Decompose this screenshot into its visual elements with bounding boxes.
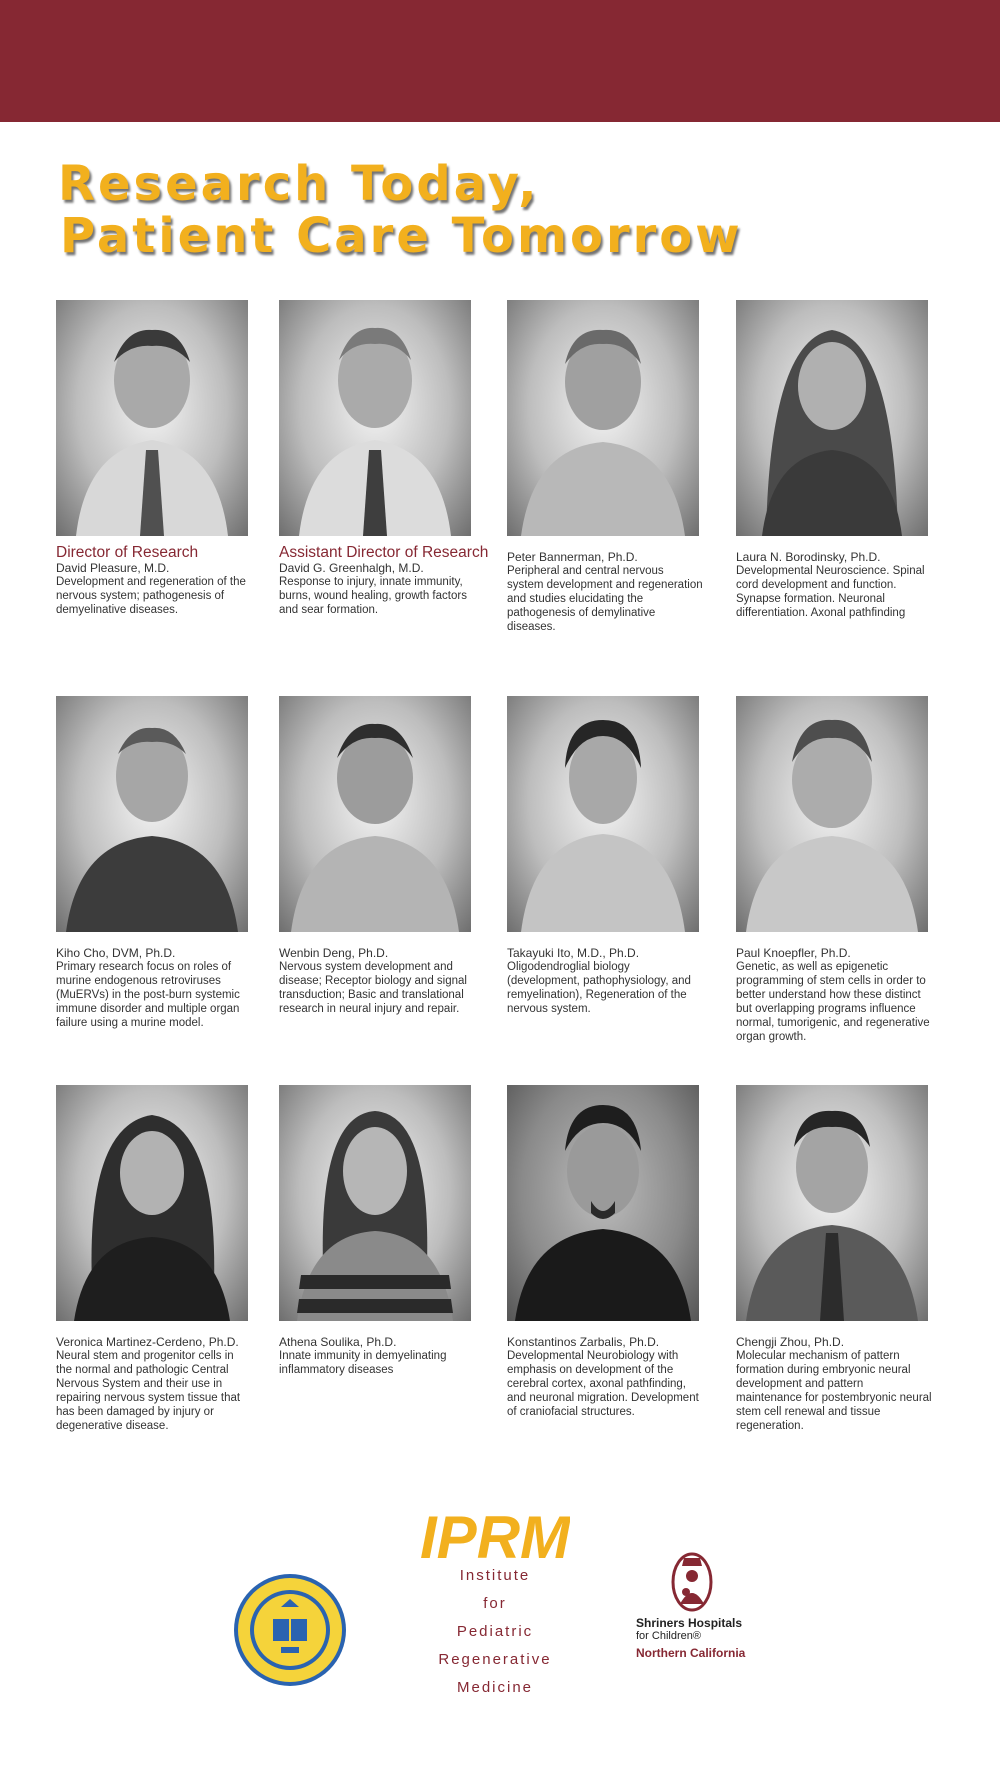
top-color-band xyxy=(0,0,1000,122)
portrait-photo xyxy=(507,1085,699,1321)
researcher-name: Paul Knoepfler, Ph.D. xyxy=(736,946,851,960)
researcher-name: Athena Soulika, Ph.D. xyxy=(279,1335,397,1349)
iprm-full-name xyxy=(415,1562,575,1702)
researcher-card xyxy=(279,696,479,1016)
researcher-description: Developmental Neurobiology with emphasis on development of the cerebral cortex, axonal pathfinding, and neuronal migration. Development of craniofacial structures. xyxy=(507,1350,699,1418)
researcher-card xyxy=(507,300,707,634)
researcher-card xyxy=(736,696,936,1044)
portrait-photo xyxy=(507,696,699,932)
researcher-description: Response to injury, innate immunity, burns, wound healing, growth factors and sear formation. xyxy=(279,576,467,616)
researcher-description: Development and regeneration of the nervous system; pathogenesis of demyelinative diseases. xyxy=(56,576,246,616)
shriners-region: Northern California xyxy=(636,1646,746,1660)
portrait-photo xyxy=(279,1085,471,1321)
researcher-description: Nervous system development and disease; Receptor biology and signal transduction; Basic and translational research in neural injury and repair. xyxy=(279,961,467,1015)
portrait-photo xyxy=(56,1085,248,1321)
portrait-photo xyxy=(736,696,928,932)
researcher-card xyxy=(279,300,489,617)
researcher-card xyxy=(507,696,707,1016)
iprm-logo xyxy=(420,1500,570,1570)
portrait-photo xyxy=(507,300,699,536)
researcher-name: Konstantinos Zarbalis, Ph.D. xyxy=(507,1335,660,1349)
portrait-photo xyxy=(279,300,471,536)
uc-davis-seal-icon xyxy=(233,1573,347,1687)
researcher-description: Oligodendroglial biology (development, pathophysiology, and remyelination), Regeneration of the nervous system. xyxy=(507,961,691,1015)
researcher-name: Takayuki Ito, M.D., Ph.D. xyxy=(507,946,640,960)
researcher-name: David G. Greenhalgh, M.D. xyxy=(279,561,424,575)
researcher-name: David Pleasure, M.D. xyxy=(56,561,170,575)
researcher-role: Assistant Director of Research xyxy=(279,544,489,561)
iprm-acronym: IPRM xyxy=(420,1504,570,1570)
researcher-card xyxy=(56,696,256,1030)
researcher-description: Primary research focus on roles of murine endogenous retroviruses (MuERVs) in the post-burn systemic immune disorder and multiple organ failure using a murine model. xyxy=(56,961,240,1029)
researcher-description: Innate immunity in demyelinating inflammatory diseases xyxy=(279,1350,447,1376)
researcher-name: Laura N. Borodinsky, Ph.D. xyxy=(736,550,881,564)
researcher-card xyxy=(736,1085,936,1433)
researcher-name: Kiho Cho, DVM, Ph.D. xyxy=(56,946,176,960)
researcher-card xyxy=(736,300,936,620)
researcher-description: Peripheral and central nervous system development and regeneration and studies elucidating the pathogenesis of demylinative diseases. xyxy=(507,565,703,633)
researcher-card xyxy=(56,300,256,617)
headline-line-2: Patient Care Tomorrow xyxy=(60,208,743,264)
portrait-photo xyxy=(56,300,248,536)
researcher-role: Director of Research xyxy=(56,544,199,561)
iprm-line: Regenerative xyxy=(438,1651,552,1668)
footer-logos xyxy=(0,1480,1000,1760)
researcher-description: Molecular mechanism of pattern formation during embryonic neural development and pattern maintenance for postembryonic neural stem cell renewal and tissue regeneration. xyxy=(736,1350,932,1432)
researcher-description: Developmental Neuroscience. Spinal cord development and function. Synapse formation. Neuronal differentiation. Axonal pathfinding xyxy=(736,565,925,619)
shriners-subtitle: for Children® xyxy=(636,1630,701,1642)
researcher-name: Peter Bannerman, Ph.D. xyxy=(507,550,638,564)
portrait-photo xyxy=(736,300,928,536)
portrait-photo xyxy=(736,1085,928,1321)
page-headline xyxy=(58,158,958,262)
iprm-line: for xyxy=(483,1595,507,1612)
portrait-photo xyxy=(56,696,248,932)
portrait-photo xyxy=(279,696,471,932)
researcher-card xyxy=(279,1085,479,1377)
shriners-name: Shriners Hospitals xyxy=(636,1616,743,1630)
iprm-line: Pediatric xyxy=(456,1623,534,1640)
researcher-card xyxy=(507,1085,707,1419)
researcher-description: Neural stem and progenitor cells in the normal and pathologic Central Nervous System and their use in repairing nervous system tissue that has been damaged by injury or degenerative disease. xyxy=(56,1350,241,1432)
researcher-name: Chengji Zhou, Ph.D. xyxy=(736,1335,845,1349)
researcher-description: Genetic, as well as epigenetic programming of stem cells in order to better understand how these distinct but overlapping programs influence normal, tumorigenic, and regenerative organ growth. xyxy=(736,961,930,1043)
researcher-name: Veronica Martinez-Cerdeno, Ph.D. xyxy=(56,1335,239,1349)
researcher-card xyxy=(56,1085,256,1433)
iprm-line: Medicine xyxy=(456,1679,534,1696)
researcher-name: Wenbin Deng, Ph.D. xyxy=(279,946,389,960)
iprm-line: Institute xyxy=(459,1567,531,1584)
headline-line-1: Research Today, xyxy=(58,156,540,212)
